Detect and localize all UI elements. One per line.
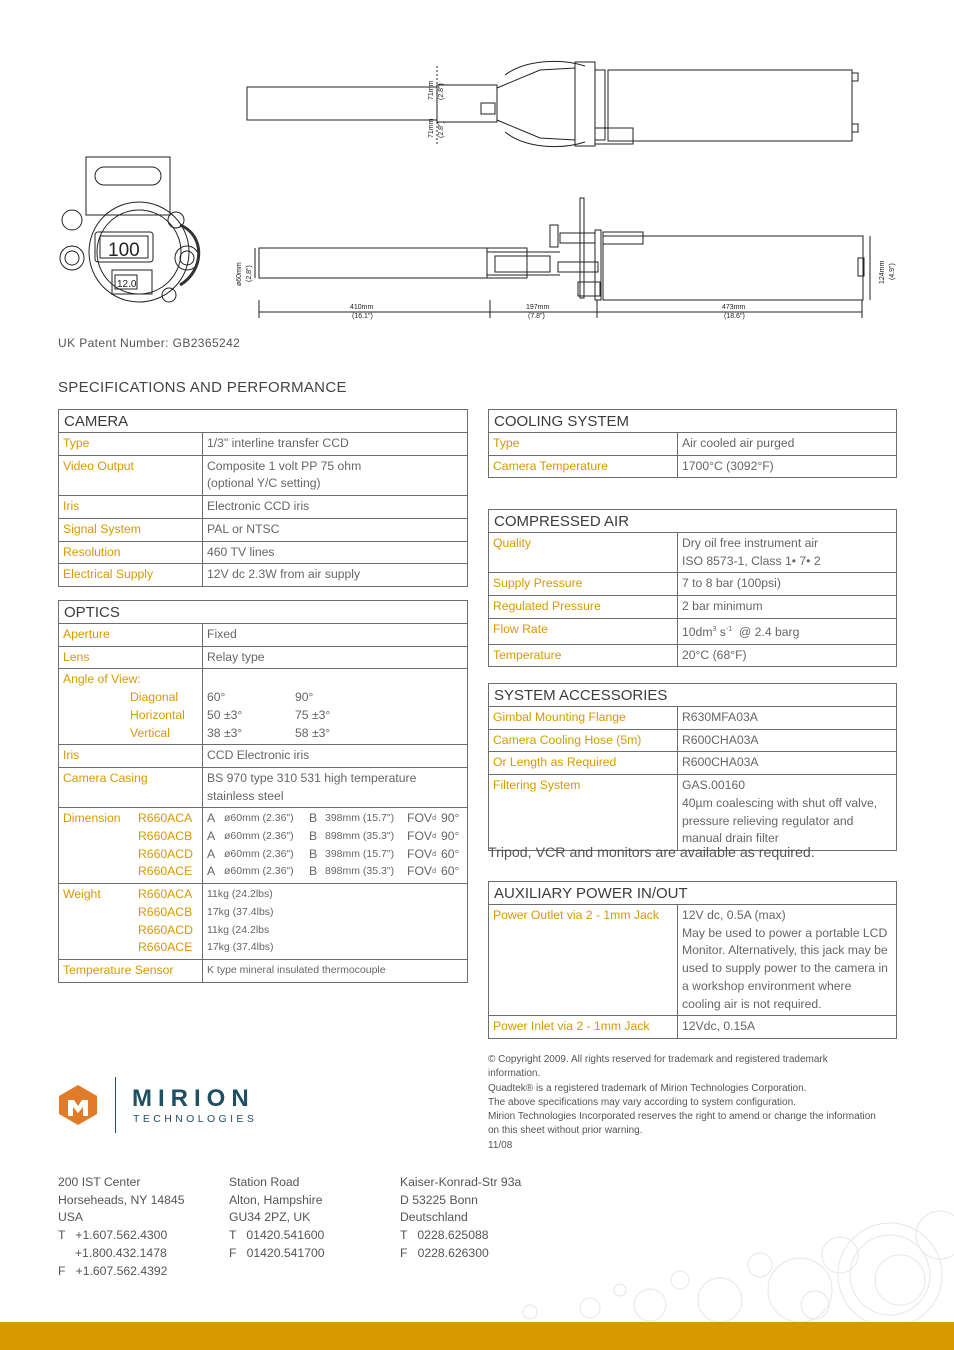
logo-separator <box>115 1077 116 1133</box>
display-small: 12.0 <box>117 279 137 290</box>
display-large: 100 <box>108 240 140 261</box>
address-uk: Station Road Alton, Hampshire GU34 2PZ, UK T 01420.541600 F 01420.541700 <box>229 1175 325 1260</box>
filter-label: Filtering System <box>489 775 678 851</box>
accessories-title: SYSTEM ACCESSORIES <box>489 684 897 707</box>
resolution-value: 460 TV lines <box>203 541 468 564</box>
dim-bottom-2: 197mm <box>526 304 550 311</box>
address-usa: 200 IST Center Horseheads, NY 14845 USA T +1.607.562.4300 +1.800.432.1478 F +1.607.562.4392 <box>58 1175 185 1278</box>
temp-sensor-label: Temperature Sensor <box>59 959 203 982</box>
quality-value: Dry oil free instrument air ISO 8573-1, Class 1• 7• 2 <box>678 533 897 573</box>
section-title: SPECIFICATIONS AND PERFORMANCE <box>58 379 347 396</box>
air-temp-label: Temperature <box>489 644 678 667</box>
inlet-label: Power Inlet via 2 - 1mm Jack <box>489 1016 678 1039</box>
cooling-type-label: Type <box>489 433 678 456</box>
dim-right-in: (4.9") <box>889 263 896 280</box>
address-germany: Kaiser-Konrad-Str 93a D 53225 Bonn Deutschland T 0228.625088 F 0228.626300 <box>400 1175 522 1260</box>
cooling-table <box>488 409 897 478</box>
aux-power-table <box>488 881 897 1039</box>
dim-side-in: (2.8") <box>246 265 253 282</box>
dim-bottom-1-in: (16.1") <box>352 313 373 320</box>
lens-value: Relay type <box>203 646 468 669</box>
outlet-label: Power Outlet via 2 - 1mm Jack <box>489 905 678 1016</box>
camera-temp-label: Camera Temperature <box>489 455 678 478</box>
cooling-title: COOLING SYSTEM <box>489 410 897 433</box>
air-temp-value: 20°C (68°F) <box>678 644 897 667</box>
angle-of-view-label: Angle of View: Diagonal Horizontal Vertical <box>59 669 203 745</box>
dim-bottom-3: 473mm <box>722 304 746 311</box>
outlet-value: 12V dc, 0.5A (max) May be used to power a portable LCD Monitor. Alternatively, this jack may be used to supply power to the camera in a workshop environment where cooling air is not required. <box>678 905 897 1016</box>
signal-label: Signal System <box>59 518 203 541</box>
technical-drawing <box>0 0 954 335</box>
optics-iris-value: CCD Electronic iris <box>203 745 468 768</box>
optics-table <box>58 600 468 983</box>
dimension-values: A ø60mm (2.36") B 398mm (15.7") FOV d 90° A ø60mm (2.36") B 898mm (35.3") FOV d 90° A ø60mm (2.36") B 398mm (15.7") FOV d 60° A ø60mm (2.36") B 898mm (35.3") FOV d 60° <box>203 808 468 884</box>
accessories-table <box>488 683 897 851</box>
flow-rate-value: $10dm^3$ $s^{-1}$ @ 2.4 barg <box>678 618 897 644</box>
lens-label: Lens <box>59 646 203 669</box>
hose-value: R600CHA03A <box>678 729 897 752</box>
resolution-label: Resolution <box>59 541 203 564</box>
flow-rate-label: Flow Rate <box>489 618 678 644</box>
dimension-label: Dimension R660ACA R660ACB R660ACD R660ACE <box>59 808 203 884</box>
supply-pressure-value: 7 to 8 bar (100psi) <box>678 573 897 596</box>
electrical-value: 12V dc 2.3W from air supply <box>203 564 468 587</box>
aux-power-title: AUXILIARY POWER IN/OUT <box>489 882 897 905</box>
casing-value: BS 970 type 310 531 high temperature stainless steel <box>203 767 468 807</box>
quality-label: Quality <box>489 533 678 573</box>
dim-bottom-2-in: (7.8") <box>528 313 545 320</box>
logo-name: MIRION <box>132 1085 255 1112</box>
footer-bar <box>0 1322 954 1350</box>
iris-value: Electronic CCD iris <box>203 496 468 519</box>
video-output-value: Composite 1 volt PP 75 ohm (optional Y/C setting) <box>203 455 468 495</box>
electrical-label: Electrical Supply <box>59 564 203 587</box>
camera-type-label: Type <box>59 433 203 456</box>
dim-right: 124mm <box>879 260 886 284</box>
angle-of-view-values: 60° 90° 50 ±3° 75 ±3° 38 ±3° 58 ±3° <box>203 669 468 745</box>
regulated-pressure-label: Regulated Pressure <box>489 596 678 619</box>
gimbal-value: R630MFA03A <box>678 707 897 730</box>
cooling-type-value: Air cooled air purged <box>678 433 897 456</box>
availability-note: Tripod, VCR and monitors are available as required. <box>488 845 815 861</box>
dim-bottom-1: 410mm <box>350 304 374 311</box>
dim-top-1: 71mm <box>428 80 435 100</box>
filter-value: GAS.00160 40µm coalescing with shut off valve, pressure relieving regulator and manual drain filter <box>678 775 897 851</box>
inlet-value: 12Vdc, 0.15A <box>678 1016 897 1039</box>
decorative-circles <box>470 1195 954 1322</box>
casing-label: Camera Casing <box>59 767 203 807</box>
dim-top-2: 71mm <box>428 118 435 138</box>
copyright-block: © Copyright 2009. All rights reserved for trademark and registered trademark information. Quadtek® is a registered trademark of Mirion Technologies Corporation. The above specifications may vary according to system configuration. Mirion Technologies Incorporated reserves the right to amend or change the information on this sheet without prior warning. 11/08 <box>488 1054 876 1151</box>
length-label: Or Length as Required <box>489 752 678 775</box>
optics-title: OPTICS <box>59 601 468 624</box>
weight-values: 11kg (24.2lbs) 17kg (37.4lbs) 11kg (24.2lbs 17kg (37.4lbs) <box>203 884 468 960</box>
dim-top-2-in: (2.8") <box>438 121 445 138</box>
length-value: R600CHA03A <box>678 752 897 775</box>
optics-iris-label: Iris <box>59 745 203 768</box>
weight-label: Weight R660ACA R660ACB R660ACD R660ACE <box>59 884 203 960</box>
mirion-logo-icon <box>57 1084 99 1126</box>
dim-top-1-in: (2.8") <box>438 83 445 100</box>
video-output-label: Video Output <box>59 455 203 495</box>
dim-bottom-3-in: (18.6") <box>724 313 745 320</box>
aperture-label: Aperture <box>59 624 203 647</box>
temp-sensor-value: K type mineral insulated thermocouple <box>203 959 468 982</box>
camera-temp-value: 1700°C (3092°F) <box>678 455 897 478</box>
patent-number: UK Patent Number: GB2365242 <box>58 336 241 350</box>
camera-title: CAMERA <box>59 410 468 433</box>
logo-subtitle: TECHNOLOGIES <box>133 1113 258 1125</box>
aperture-value: Fixed <box>203 624 468 647</box>
compressed-air-title: COMPRESSED AIR <box>489 510 897 533</box>
camera-type-value: 1/3" interline transfer CCD <box>203 433 468 456</box>
compressed-air-table <box>488 509 897 667</box>
iris-label: Iris <box>59 496 203 519</box>
regulated-pressure-value: 2 bar minimum <box>678 596 897 619</box>
hose-label: Camera Cooling Hose (5m) <box>489 729 678 752</box>
gimbal-label: Gimbal Mounting Flange <box>489 707 678 730</box>
signal-value: PAL or NTSC <box>203 518 468 541</box>
supply-pressure-label: Supply Pressure <box>489 573 678 596</box>
dim-side: ø60mm <box>236 262 243 286</box>
camera-table <box>58 409 468 587</box>
